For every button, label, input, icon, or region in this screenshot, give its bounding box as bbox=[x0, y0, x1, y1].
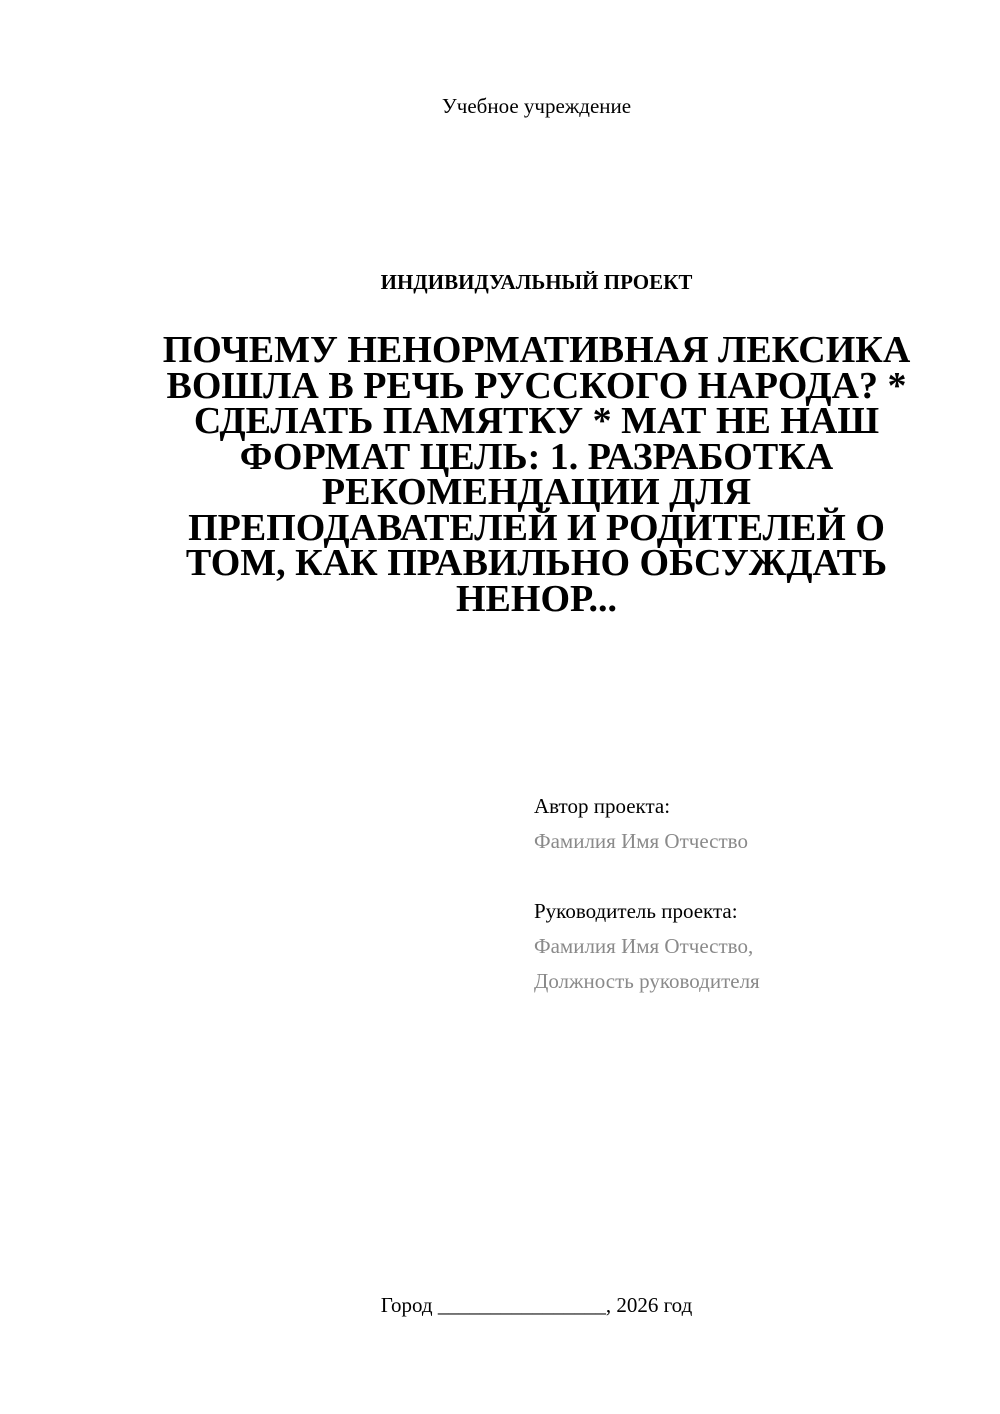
project-type-label: ИНДИВИДУАЛЬНЫЙ ПРОЕКТ bbox=[380, 270, 693, 294]
supervisor-name: Фамилия Имя Отчество, bbox=[534, 934, 754, 958]
institution-name: Учебное учреждение bbox=[441, 94, 632, 118]
credits-spacer bbox=[534, 859, 954, 894]
author-name: Фамилия Имя Отчество bbox=[534, 829, 748, 853]
supervisor-label: Руководитель проекта: bbox=[534, 899, 738, 923]
credits-block bbox=[534, 789, 954, 999]
supervisor-position: Должность руководителя bbox=[534, 969, 760, 993]
project-title: ПОЧЕМУ НЕНОРМАТИВНАЯ ЛЕКСИКА ВОШЛА В РЕЧЬ РУССКОГО НАРОДА? * СДЕЛАТЬ ПАМЯТКУ * МАТ НЕ НАШ ФОРМАТ ЦЕЛЬ: 1. РАЗРАБОТКА РЕКОМЕНДАЦИИ ДЛЯ ПРЕПОДАВАТЕЛЕЙ И РОДИТЕЛЕЙ О ТОМ, КАК ПРАВИЛЬНО ОБСУЖДАТЬ НЕНОР... bbox=[162, 329, 911, 620]
author-label: Автор проекта: bbox=[534, 794, 671, 818]
city-year-line: Город ________________, 2026 год bbox=[380, 1293, 693, 1317]
